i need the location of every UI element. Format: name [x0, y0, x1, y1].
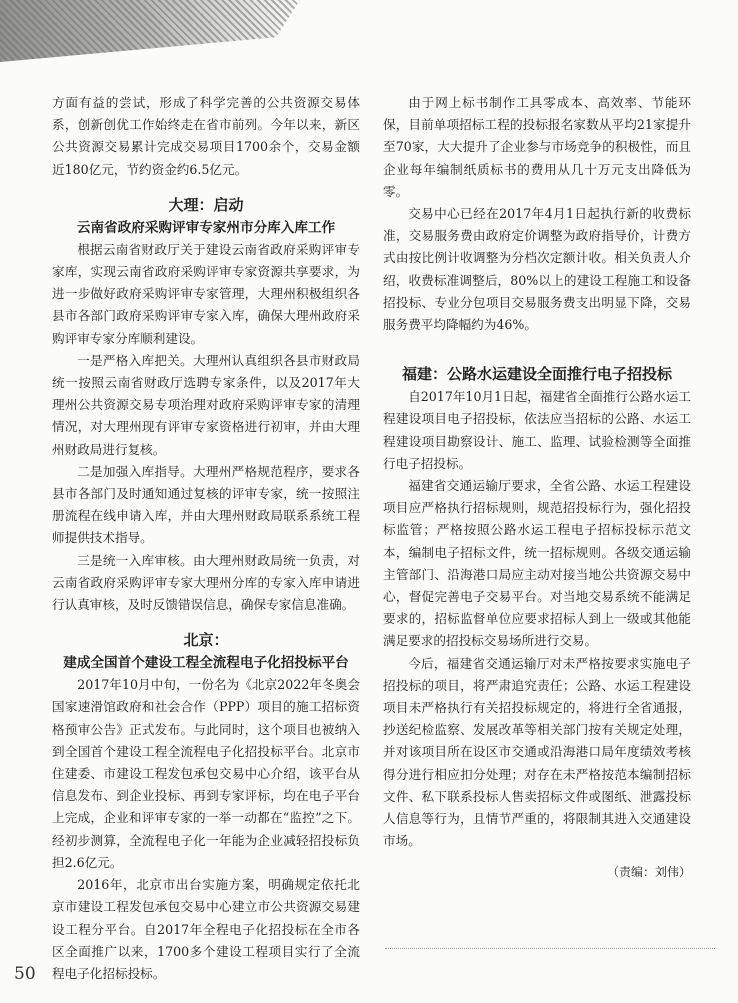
- left-column: [52, 92, 360, 985]
- page-number: 50: [14, 964, 36, 984]
- footer-decoration: [385, 930, 715, 949]
- header-banner-graphic: [0, 0, 300, 62]
- fujian-paragraph-3: 今后，福建省交通运输厅对未严格按要求实施电子招投标的项目，将严肃追究责任；公路、水运工程建设项目未严格执行有关招投标规定的，将进行全省通报，抄送纪检监察、发展改革等相关部门按有关规定处理，并对该项目所在设区市交通或沿海港口局年度绩效考核得分进行相应扣分处理；对存在未严格按范本编制招标文件、私下联系投标人售卖招标文件或图纸、泄露投标人信息等行为，且情节严重的，将限制其进入交通建设市场。: [383, 655, 691, 849]
- editor-credit: [383, 861, 691, 883]
- editor-credit-text: （责编：刘伟）: [606, 864, 691, 879]
- dali-paragraph-1: 根据云南省财政厅关于建设云南省政府采购评审专家库，实现云南省政府采购评审专家资源共享要求，为进一步做好政府采购评审专家管理，大理州积极组织各县市各部门政府采购评审专家入库，确保大理州政府采购评审专家分库顺利建设。: [52, 241, 360, 346]
- dali-paragraph-4: 三是统一入库审核。由大理州财政局统一负责，对云南省政府采购评审专家大理州分库的专家入库申请进行认真审核，及时反馈错误信息，确保专家信息准确。: [52, 552, 360, 613]
- beijing-continued-paragraph-2: 交易中心已经在2017年4月1日起执行新的收费标准，交易服务费由政府定价调整为政府指导价，计费方式由按比例计收调整为分档次定额计收。相关负责人介绍，收费标准调整后，80%以上的建设工程施工和设备招投标、专业分包项目交易服务费支出明显下降，交易服务费平均降幅约为46%。: [383, 206, 691, 333]
- dali-paragraph-2: 一是严格入库把关。大理州认真组织各县市财政局统一按照云南省财政厅选聘专家条件，以及2017年大理州公共资源交易专项治理对政府采购评审专家的清理情况，对大理州现有评审专家资格进行初审，并由大理州财政局进行复核。: [52, 352, 360, 457]
- beijing-continued-paragraph-1: 由于网上标书制作工具零成本、高效率、节能环保，目前单项招标工程的投标报名家数从平均21家提升至70家，大大提升了企业参与市场竞争的积极性，而且企业每年编制纸质标书的费用从几十万元支出降低为零。: [383, 95, 691, 199]
- beijing-section-subtitle: 建成全国首个建设工程全流程电子化招投标平台: [63, 655, 349, 672]
- dali-section-title: 大理：启动: [168, 195, 244, 214]
- dali-paragraph-3: 二是加强入库指导。大理州严格规范程序，要求各县市各部门及时通知通过复核的评审专家，统一按照注册流程在线申请入库，并由大理州财政局联系系统工程师提供技术指导。: [52, 463, 360, 546]
- beijing-paragraph-1: 2017年10月中旬，一份名为《北京2022年冬奥会国家速滑馆政府和社会合作（PPP）项目的施工招标资格预审公告》正式发布。与此同时，这个项目也被纳入到全国首个建设工程全流程电子化招投标平台。北京市住建委、市建设工程发包承包交易中心介绍，该平台从信息发布、到企业投标、再到专家评标，均在电子平台上完成，企业和评审专家的一举一动都在“监控”之下。经初步测算，全流程电子化一年能为企业减轻招投标负担2.6亿元。: [52, 677, 360, 870]
- beijing-paragraph-2: 2016年，北京市出台实施方案，明确规定依托北京市建设工程发包承包交易中心建立市公共资源交易建设工程分平台。自2017年全程电子化招投标在全市各区全面推广以来，1700多个建设工程项目实行了全流程电子化招标投标。: [52, 877, 360, 981]
- right-column: [383, 92, 691, 883]
- dali-section-subtitle: 云南省政府采购评审专家州市分库入库工作: [76, 219, 336, 236]
- fujian-paragraph-2: 福建省交通运输厅要求，全省公路、水运工程建设项目应严格执行招标规则，规范招投标行为，强化招投标监管；严格按照公路水运工程电子招标投标示范文本，编制电子招标文件，统一招标规则。各级交通运输主管部门、沿海港口局应主动对接当地公共资源交易中心，督促完善电子交易平台。对当地交易系统不能满足要求的，招标监督单位应要求招标人到上一级或其他能满足要求的招投标交易场所进行交易。: [383, 478, 691, 649]
- intro-paragraph: 方面有益的尝试，形成了科学完善的公共资源交易体系，创新创优工作始终走在省市前列。今年以来，新区公共资源交易累计完成交易项目1700余个，交易金额近180亿元，节约资金约6.5亿元。: [52, 95, 360, 177]
- fujian-paragraph-1: 自2017年10月1日起，福建省全面推行公路水运工程建设项目电子招投标，依法应当招标的公路、水运工程建设项目勘察设计、施工、监理、试验检测等全面推行电子招投标。: [383, 389, 691, 471]
- beijing-section-title: 北京：: [183, 631, 229, 650]
- fujian-section-title: 福建：公路水运建设全面推行电子招投标: [401, 365, 672, 384]
